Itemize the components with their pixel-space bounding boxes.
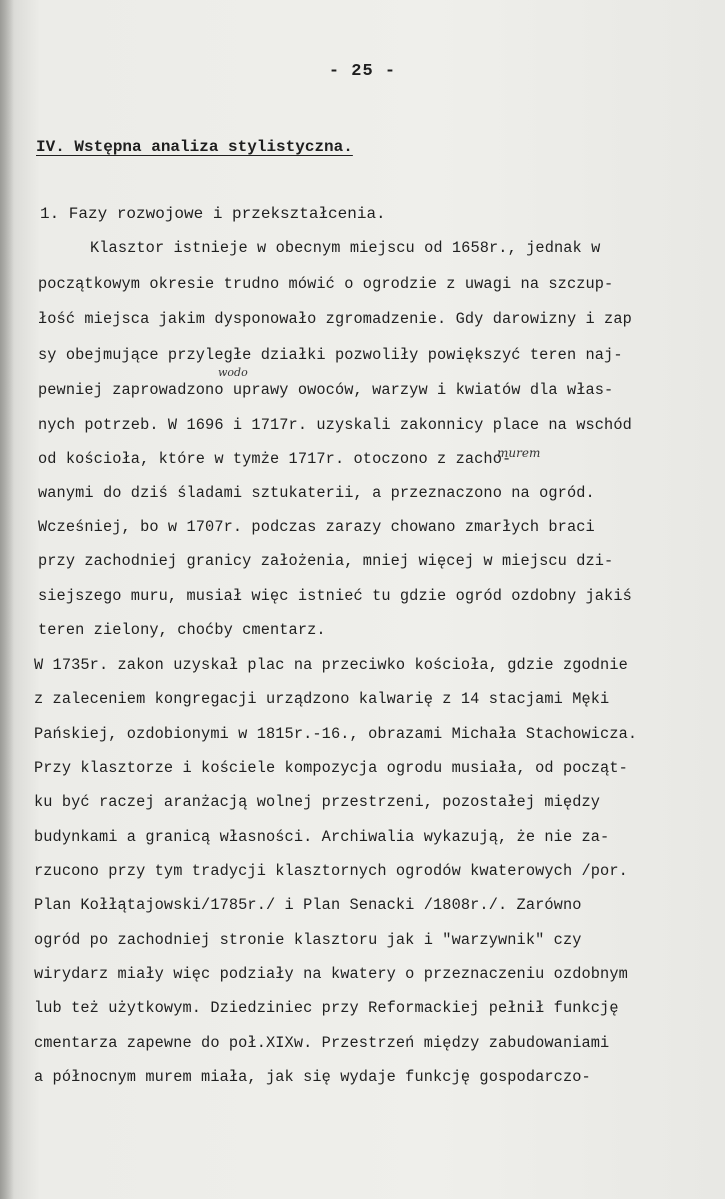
text-line: początkowym okresie trudno mówić o ogrodzie z uwagi na szczup- xyxy=(38,275,614,293)
subsection-heading: 1. Fazy rozwojowe i przekształcenia. xyxy=(40,205,386,223)
text-line: budynkami a granicą własności. Archiwalia wykazują, że nie za- xyxy=(34,828,610,846)
handwritten-annotation: wodo xyxy=(218,366,248,379)
text-line: cmentarza zapewne do poł.XIXw. Przestrzeń między zabudowaniami xyxy=(34,1034,610,1052)
text-line: pewniej zaprowadzono uprawy owoców, warzyw i kwiatów dla włas- xyxy=(38,381,614,399)
handwritten-annotation: murem xyxy=(497,446,541,460)
text-line: Klasztor istnieje w obecnym miejscu od 1658r., jednak w xyxy=(90,239,601,257)
text-line: a północnym murem miała, jak się wydaje funkcję gospodarczo- xyxy=(34,1068,591,1086)
text-line: teren zielony, choćby cmentarz. xyxy=(38,621,326,639)
text-line: lub też użytkowym. Dziedziniec przy Reformackiej pełnił funkcję xyxy=(34,999,619,1017)
text-line: Przy klasztorze i kościele kompozycja ogrodu musiała, od począt- xyxy=(34,759,628,777)
text-line: rzucono przy tym tradycji klasztornych ogrodów kwaterowych /por. xyxy=(34,862,628,880)
section-heading: IV. Wstępna analiza stylistyczna. xyxy=(36,138,353,156)
text-line: Wcześniej, bo w 1707r. podczas zarazy chowano zmarłych braci xyxy=(38,518,595,536)
text-line: wanymi do dziś śladami sztukaterii, a przeznaczono na ogród. xyxy=(38,484,595,502)
text-line: siejszego muru, musiał więc istnieć tu gdzie ogród ozdobny jakiś xyxy=(38,587,632,605)
page-number: - 25 - xyxy=(328,62,397,81)
text-line: ku być raczej aranżacją wolnej przestrzeni, pozostałej między xyxy=(34,793,601,811)
text-line: wirydarz miały więc podziały na kwatery o przeznaczeniu ozdobnym xyxy=(34,965,628,983)
text-line: ogród po zachodniej stronie klasztoru jak i "warzywnik" czy xyxy=(34,931,582,949)
text-line: Pańskiej, ozdobionymi w 1815r.-16., obrazami Michała Stachowicza. xyxy=(34,725,638,743)
text-line: przy zachodniej granicy założenia, mniej więcej w miejscu dzi- xyxy=(38,552,614,570)
text-line: od kościoła, które w tymże 1717r. otoczono z zacho- xyxy=(38,450,512,468)
text-line: sy obejmujące przyległe działki pozwoliły powiększyć teren naj- xyxy=(38,346,623,364)
text-line: Plan Kołłątajowski/1785r./ i Plan Senacki /1808r./. Zarówno xyxy=(34,896,582,914)
scan-edge-shadow xyxy=(0,0,14,1199)
text-line: nych potrzeb. W 1696 i 1717r. uzyskali zakonnicy place na wschód xyxy=(38,416,632,434)
text-line: z zaleceniem kongregacji urządzono kalwarię z 14 stacjami Męki xyxy=(34,690,610,708)
text-line: W 1735r. zakon uzyskał plac na przeciwko kościoła, gdzie zgodnie xyxy=(34,656,628,674)
text-line: łość miejsca jakim dysponowało zgromadzenie. Gdy darowizny i zap xyxy=(38,310,632,328)
